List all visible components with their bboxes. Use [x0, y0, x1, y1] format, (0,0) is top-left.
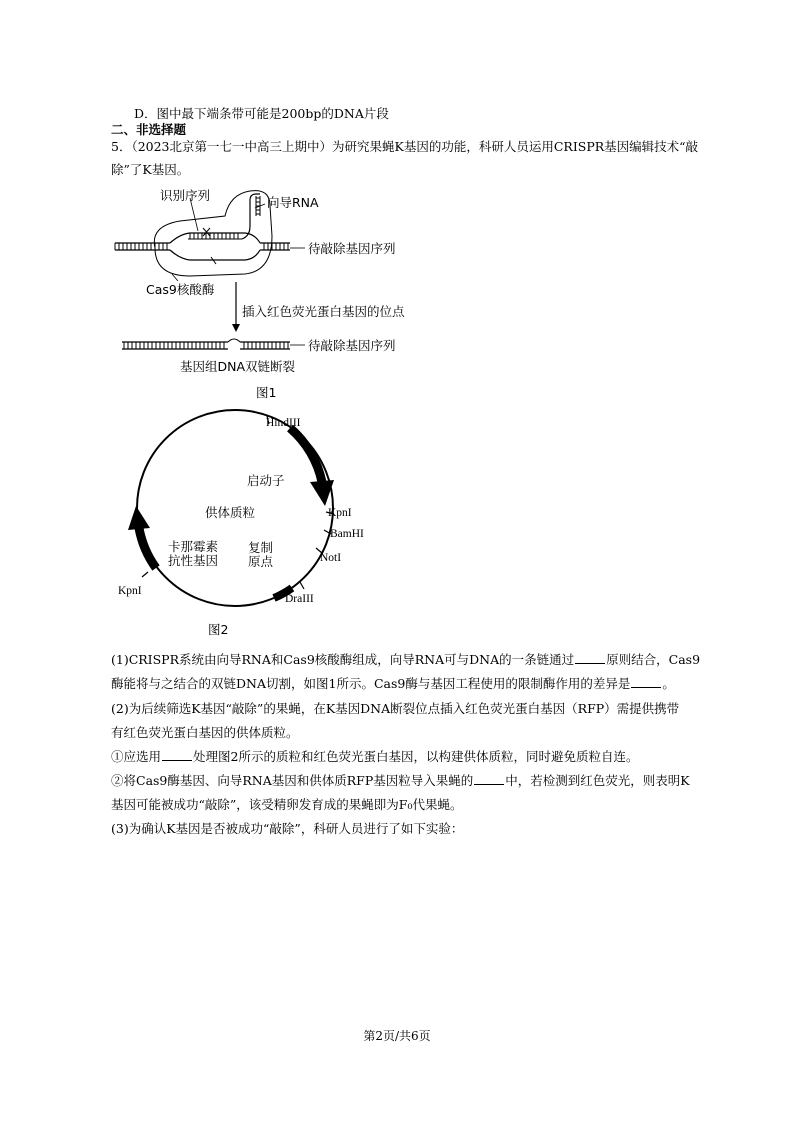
option-d: D．图中最下端条带可能是200bp的DNA片段	[134, 106, 389, 121]
question-1-line-1-a: (1)CRISPR系统由向导RNA和Cas9核酸酶组成，向导RNA可与DNA的一条链通过	[111, 652, 575, 667]
figure-2-caption: 图2	[208, 622, 229, 637]
question-5-line-1: 5．（2023北京第一七一中高三上期中）为研究果蝇K基因的功能，科研人员运用CRISPR基因编辑技术“敲	[111, 139, 699, 154]
question-2-3: 基因可能被成功“敲除”，该受精卵发育成的果蝇即为F₀代果蝇。	[111, 797, 463, 812]
answer-blank-3[interactable]	[162, 749, 192, 761]
label-guide-rna: 向导RNA	[267, 195, 319, 210]
question-2-1-b: 处理图2所示的质粒和红色荧光蛋白基因，以构建供体质粒，同时避免质粒自连。	[193, 749, 639, 764]
question-2-1-a: ①应选用	[111, 749, 162, 764]
dna-strand-broken	[122, 339, 290, 349]
section-title: 二、非选择题	[111, 122, 187, 137]
question-2-1	[111, 749, 638, 765]
answer-blank-1[interactable]	[575, 652, 605, 664]
site-noti: NotI	[320, 552, 342, 564]
label-target-sequence-top: 待敲除基因序列	[308, 241, 396, 256]
label-dsb: 基因组DNA双链断裂	[180, 359, 296, 374]
label-insertion-site: 插入红色荧光蛋白基因的位点	[242, 304, 405, 319]
site-draiii: DraIII	[285, 593, 314, 605]
label-origin-1: 复制	[248, 540, 274, 555]
label-promoter: 启动子	[247, 473, 285, 488]
question-1-line-2	[111, 676, 675, 692]
answer-blank-2[interactable]	[631, 676, 661, 688]
question-1-line-1	[111, 652, 700, 668]
label-kanamycin-2: 抗性基因	[168, 553, 219, 568]
page-footer: 第2页/共6页	[363, 1029, 431, 1043]
question-2-line-1: (2)为后续筛选K基因“敲除”的果蝇，在K基因DNA断裂位点插入红色荧光蛋白基因（RFP）需提供携带	[111, 701, 680, 716]
figure-1-caption: 图1	[256, 385, 277, 400]
label-donor-plasmid: 供体质粒	[205, 505, 256, 520]
question-2-2-b: 中，若检测到红色荧光，则表明K	[505, 773, 690, 788]
label-origin-2: 原点	[248, 554, 274, 569]
kanamycin-gene-arrow	[139, 528, 156, 568]
site-bamhi: BamHI	[330, 528, 364, 540]
promoter-arrow	[290, 428, 322, 482]
answer-blank-4[interactable]	[474, 773, 504, 785]
question-2-2-a: ②将Cas9酶基因、向导RNA基因和供体质RFP基因粒导入果蝇的	[111, 773, 474, 788]
site-kpni-right: KpnI	[328, 507, 352, 519]
figure-2-donor-plasmid	[110, 410, 364, 642]
question-2-line-2: 有红色荧光蛋白基因的供体质粒。	[111, 725, 299, 740]
label-recognition-sequence: 识别序列	[160, 188, 211, 203]
question-1-line-1-b: 原则结合，Cas9	[606, 652, 701, 667]
question-3: (3)为确认K基因是否被成功“敲除”，科研人员进行了如下实验：	[111, 821, 464, 836]
label-target-sequence-bottom: 待敲除基因序列	[308, 338, 396, 353]
question-2-2	[111, 773, 690, 789]
figure-1-crispr-diagram	[110, 186, 430, 401]
question-1-line-2-a: 酶能将与之结合的双链DNA切割，如图1所示。Cas9酶与基因工程使用的限制酶作用的差异是	[111, 676, 631, 691]
site-hindiii: HindIII	[266, 417, 301, 429]
question-1-line-2-b: 。	[662, 676, 675, 691]
label-cas9-nuclease: Cas9核酸酶	[146, 282, 215, 297]
question-5-line-2: 除”了K基因。	[111, 162, 190, 177]
site-kpni-left: KpnI	[118, 585, 142, 597]
label-kanamycin-1: 卡那霉素	[168, 539, 219, 554]
